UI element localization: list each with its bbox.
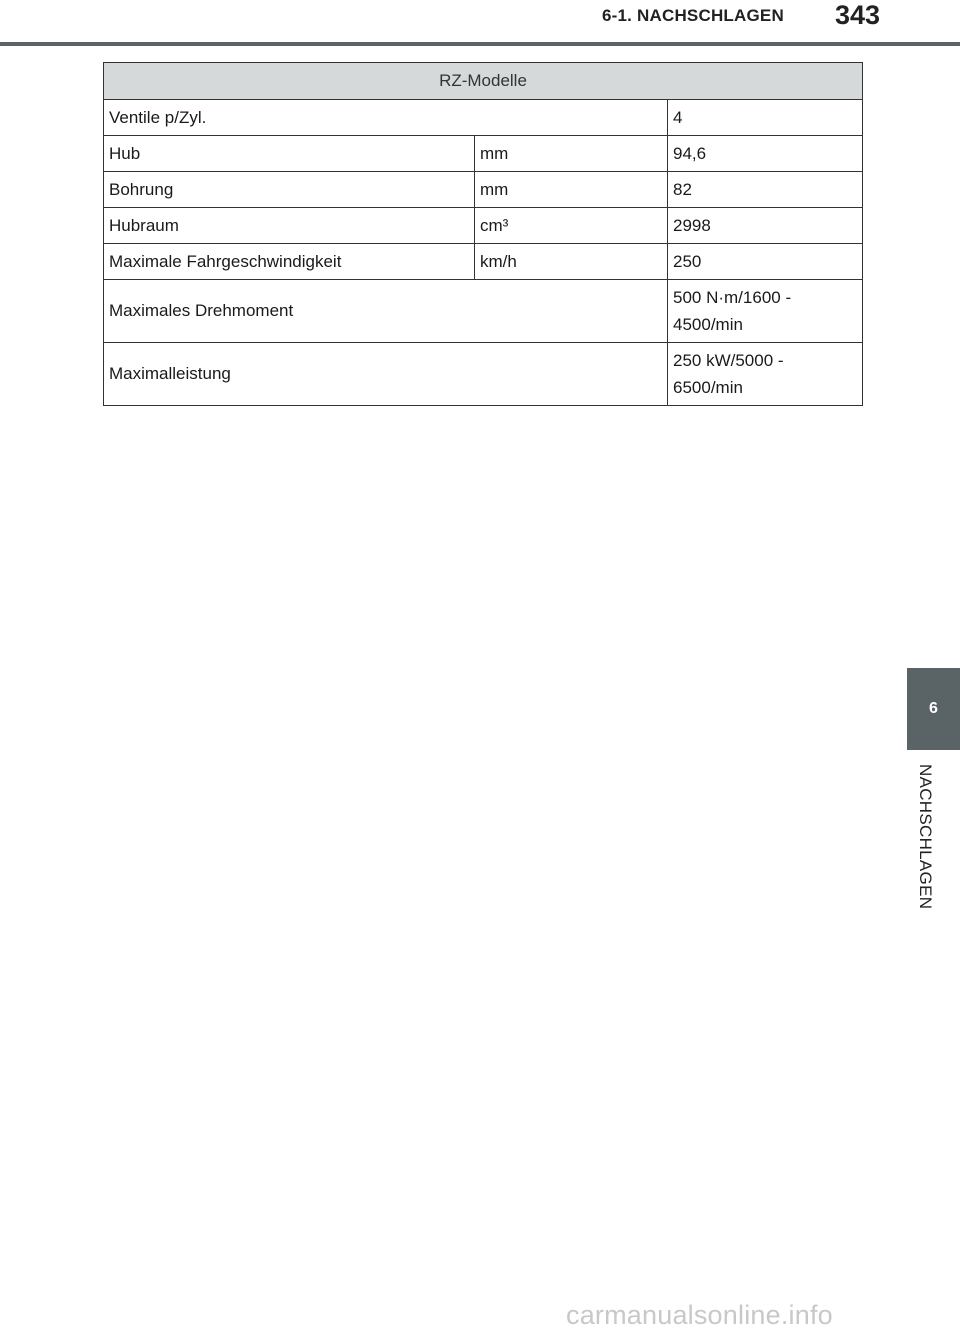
chapter-number: 6 <box>929 700 938 717</box>
table-row <box>104 343 863 406</box>
table-row <box>104 280 863 343</box>
row-value <box>668 343 863 406</box>
row-value-line: 500 N·m/1600 - <box>673 288 792 307</box>
row-unit: km/h <box>475 244 668 280</box>
row-label: Maximalleistung <box>104 343 668 406</box>
row-unit: mm <box>475 172 668 208</box>
section-title: 6-1. NACHSCHLAGEN <box>602 6 784 25</box>
row-value: 94,6 <box>668 136 863 172</box>
table-title: RZ-Modelle <box>104 63 863 100</box>
row-label: Ventile p/Zyl. <box>104 100 668 136</box>
row-value-line: 250 kW/5000 - <box>673 351 784 370</box>
row-value: 82 <box>668 172 863 208</box>
row-value-line: 4500/min <box>673 315 743 334</box>
row-value: 2998 <box>668 208 863 244</box>
row-label: Hub <box>104 136 475 172</box>
table-row <box>104 244 863 280</box>
table-row <box>104 172 863 208</box>
row-label: Maximale Fahrgeschwindigkeit <box>104 244 475 280</box>
row-label: Maximales Drehmoment <box>104 280 668 343</box>
watermark: carmanualsonline.info <box>566 1300 833 1330</box>
table-row <box>104 208 863 244</box>
chapter-tab <box>907 668 960 750</box>
row-value: 250 <box>668 244 863 280</box>
specs-table <box>103 62 863 406</box>
page-number: 343 <box>835 0 881 30</box>
table-row <box>104 100 863 136</box>
row-label: Hubraum <box>104 208 475 244</box>
row-value <box>668 280 863 343</box>
row-unit: cm³ <box>475 208 668 244</box>
row-value-line: 6500/min <box>673 378 743 397</box>
row-unit: mm <box>475 136 668 172</box>
chapter-label: NACHSCHLAGEN <box>916 764 935 910</box>
row-value: 4 <box>668 100 863 136</box>
table-title-row <box>104 63 863 100</box>
header-rule <box>0 42 960 46</box>
table-row <box>104 136 863 172</box>
row-label: Bohrung <box>104 172 475 208</box>
